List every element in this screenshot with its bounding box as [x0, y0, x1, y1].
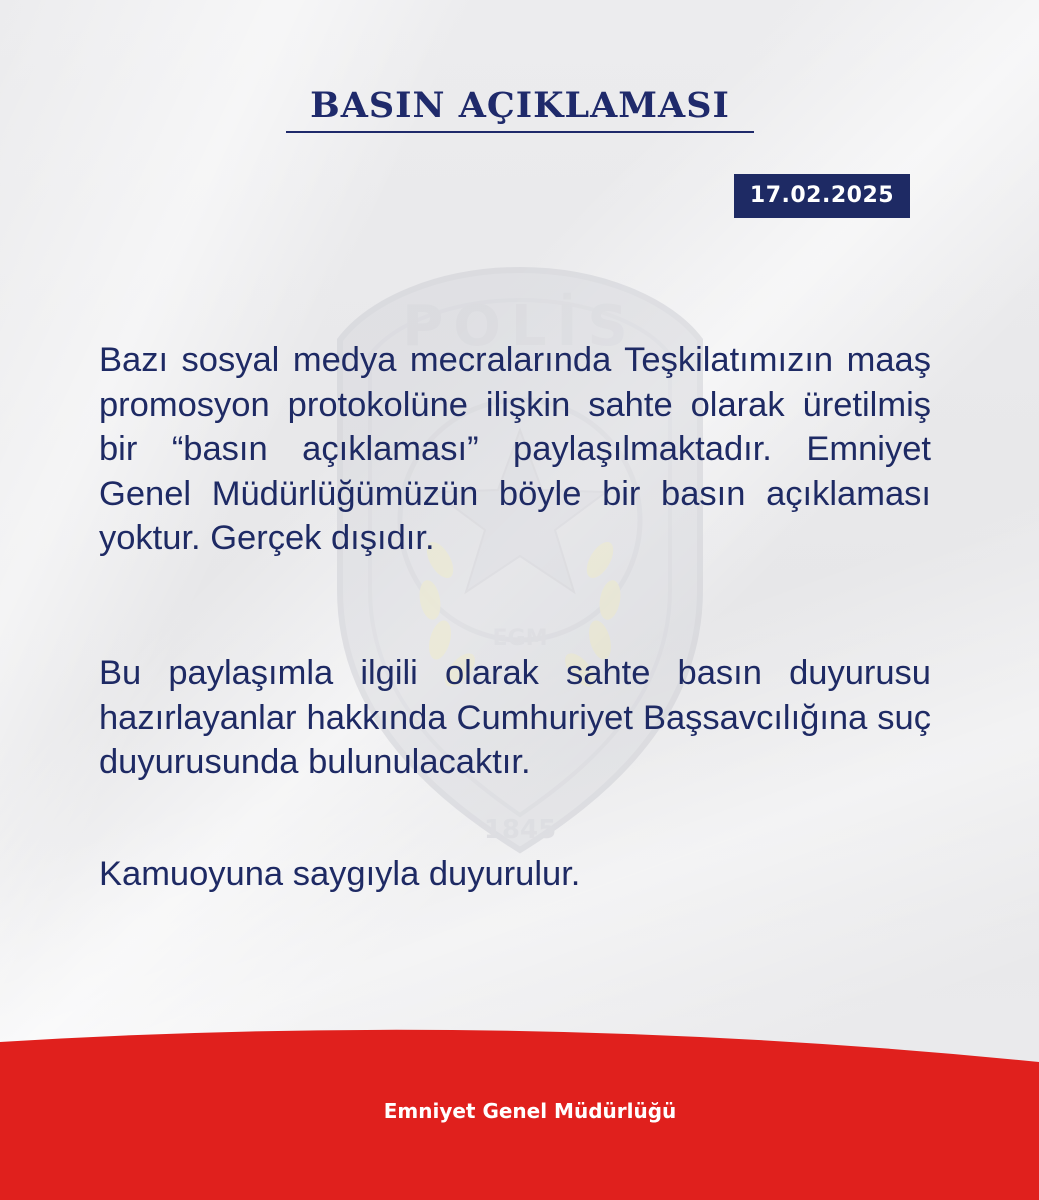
body-paragraph-3: Kamuoyuna saygıyla duyurulur.	[99, 855, 581, 893]
seal-top-text: POLİS	[402, 294, 638, 359]
page-title: BASIN AÇIKLAMASI	[310, 85, 730, 126]
title-underline	[286, 131, 754, 133]
seal-center-text: EGM	[492, 626, 548, 651]
footer-organization: Emniyet Genel Müdürlüğü	[383, 1099, 677, 1123]
body-paragraph-1: Bazı sosyal medya mecralarında Teşkilatımızın maaş promosyon protokolüne ilişkin sahte olarak üretilmiş bir “basın açıklaması” paylaşılmaktadır. Emniyet Genel Müdürlüğümüzün böyle bir basın açıklaması yoktur. Gerçek dışıdır.	[99, 341, 931, 557]
date-badge: 17.02.2025	[734, 174, 910, 218]
body-paragraph-2: Bu paylaşımla ilgili olarak sahte basın duyurusu hazırlayanlar hakkında Cumhuriyet Başsavcılığına suç duyurusunda bulunulacaktır.	[99, 654, 931, 781]
seal-year-text: 1845	[483, 815, 557, 845]
